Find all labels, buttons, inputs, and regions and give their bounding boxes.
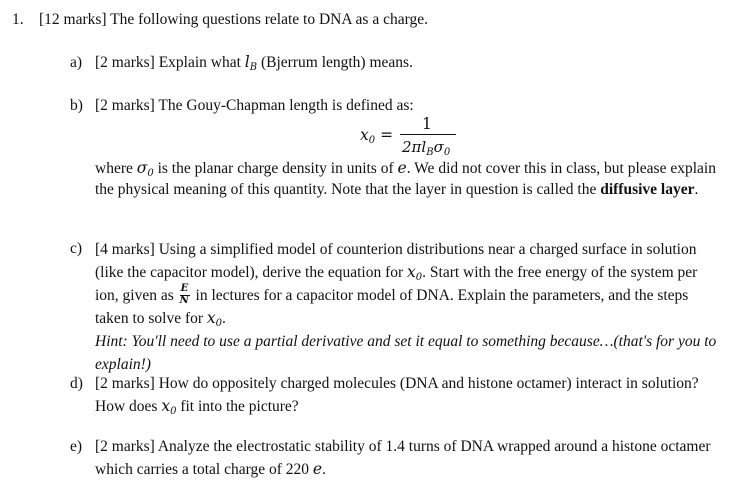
- part-b-intro: [2 marks] The Gouy-Chapman length is defined as:: [95, 97, 414, 114]
- sigma-symbol: $\sigma_0$: [136, 159, 154, 179]
- x0-symbol: $x_0$: [161, 397, 177, 417]
- fraction-bar: [400, 134, 456, 135]
- charge-e-symbol: e: [312, 460, 323, 478]
- part-b-label: b): [70, 97, 83, 114]
- part-c-paragraph: [4 marks] Using a simplified model of counterion distributions near a charged surface in solution (like the capacitor model), derive the equation for $x_0$. Start with the free energy of the system per ion, given as $\frac{E}{N}$ in lectures for a capacitor model of DNA. Explain the parameters, and the steps taken to solve for $x_0$. Hint: You'll need to use a partial derivative and set it equal to something because…(that's for you to explain!): [95, 241, 717, 373]
- diffusive-layer-term: diffusive layer: [600, 181, 695, 198]
- x0-symbol: $x_0$: [407, 263, 423, 283]
- question-number: 1.: [12, 11, 24, 28]
- part-a-label: a): [70, 54, 83, 71]
- part-a-text: [2 marks] Explain what $l_B$ (Bjerrum length) means.: [95, 53, 413, 73]
- gouy-chapman-formula: [360, 113, 460, 157]
- formula-denominator: $2\pi l_B\sigma_0$: [402, 138, 451, 158]
- charge-e-symbol: e: [397, 159, 407, 177]
- part-e-label: e): [70, 438, 83, 455]
- formula-numerator: 1: [422, 115, 432, 133]
- part-e-paragraph: [2 marks] Analyze the electrostatic stability of 1.4 turns of DNA wrapped around a histone octamer which carries a total charge of 220 e.: [95, 438, 711, 478]
- bjerrum-length-symbol: $l_B$: [244, 53, 258, 73]
- part-d-paragraph: [2 marks] How do oppositely charged molecules (DNA and histone octamer) interact in solution? How does $x_0$ fit into the picture?: [95, 375, 699, 417]
- part-c-hint: Hint: You'll need to use a partial derivative and set it equal to something because…(that's for you to explain!): [95, 333, 717, 373]
- question-header: [12 marks] The following questions relate to DNA as a charge.: [39, 11, 428, 28]
- part-c-label: c): [70, 240, 83, 257]
- x0-symbol: $x_0$: [206, 309, 223, 329]
- part-b-paragraph: where $\sigma_0$ is the planar charge density in units of e. We did not cover this in class, but please explain the physical meaning of this quantity. Note that the layer in question is called the diffusive layer.: [95, 159, 716, 198]
- energy-fraction: $\frac{E}{N}$: [179, 282, 189, 306]
- formula-lhs: $x_0$ =: [360, 126, 394, 146]
- part-d-label: d): [70, 375, 83, 392]
